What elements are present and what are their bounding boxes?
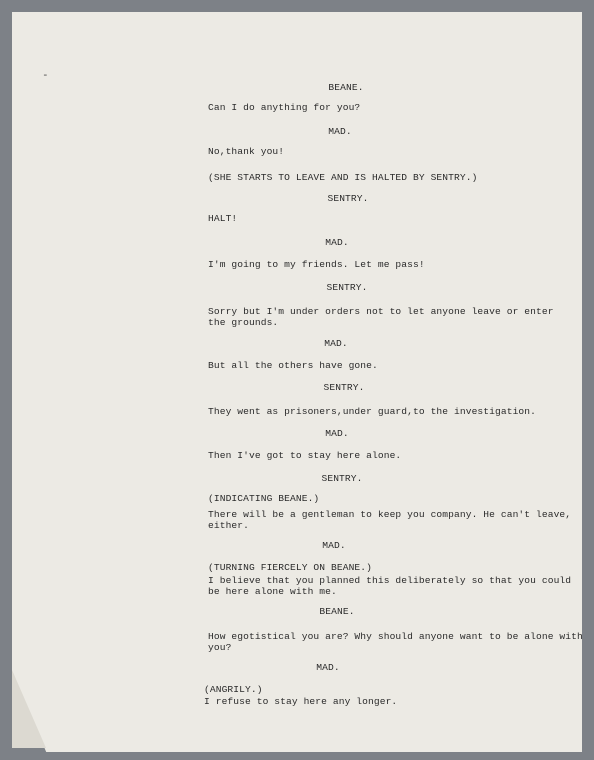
- dialogue-line: I'm going to my friends. Let me pass!: [208, 259, 425, 270]
- character-cue: BEANE.: [328, 82, 364, 93]
- character-cue: MAD.: [328, 126, 352, 137]
- dialogue-line: I refuse to stay here any longer.: [204, 696, 398, 707]
- dialogue-line: HALT!: [208, 213, 238, 224]
- character-cue: MAD.: [325, 237, 349, 248]
- character-cue: MAD.: [325, 428, 349, 439]
- character-cue: SENTRY.: [326, 282, 368, 293]
- character-cue: SENTRY.: [321, 473, 363, 484]
- dialogue-line: be here alone with me.: [208, 586, 337, 597]
- character-cue: MAD.: [324, 338, 348, 349]
- dialogue-line: I believe that you planned this deliberately so that you could: [208, 575, 572, 586]
- dialogue-line: the grounds.: [208, 317, 279, 328]
- stage-direction: (ANGRILY.): [204, 684, 263, 695]
- stage-direction: (SHE STARTS TO LEAVE AND IS HALTED BY SENTRY.): [208, 172, 478, 183]
- dialogue-line: They went as prisoners,under guard,to the investigation.: [208, 406, 537, 417]
- character-cue: MAD.: [322, 540, 346, 551]
- dialogue-line: either.: [208, 520, 250, 531]
- dialogue-line: Can I do anything for you?: [208, 102, 361, 113]
- dialogue-line: Then I've got to stay here alone.: [208, 450, 402, 461]
- character-cue: SENTRY.: [327, 193, 369, 204]
- stage-direction: (TURNING FIERCELY ON BEANE.): [208, 562, 373, 573]
- dialogue-line: There will be a gentleman to keep you company. He can't leave,: [208, 509, 572, 520]
- dialogue-line: How egotistical you are? Why should anyone want to be alone with: [208, 631, 583, 642]
- stage-direction: (INDICATING BEANE.): [208, 493, 320, 504]
- dialogue-line: No,thank you!: [208, 146, 285, 157]
- dialogue-line: Sorry but I'm under orders not to let anyone leave or enter: [208, 306, 554, 317]
- character-cue: BEANE.: [319, 606, 355, 617]
- character-cue: MAD.: [316, 662, 340, 673]
- margin-mark: -: [42, 68, 49, 81]
- dialogue-line: But all the others have gone.: [208, 360, 378, 371]
- character-cue: SENTRY.: [323, 382, 365, 393]
- dialogue-line: you?: [208, 642, 232, 653]
